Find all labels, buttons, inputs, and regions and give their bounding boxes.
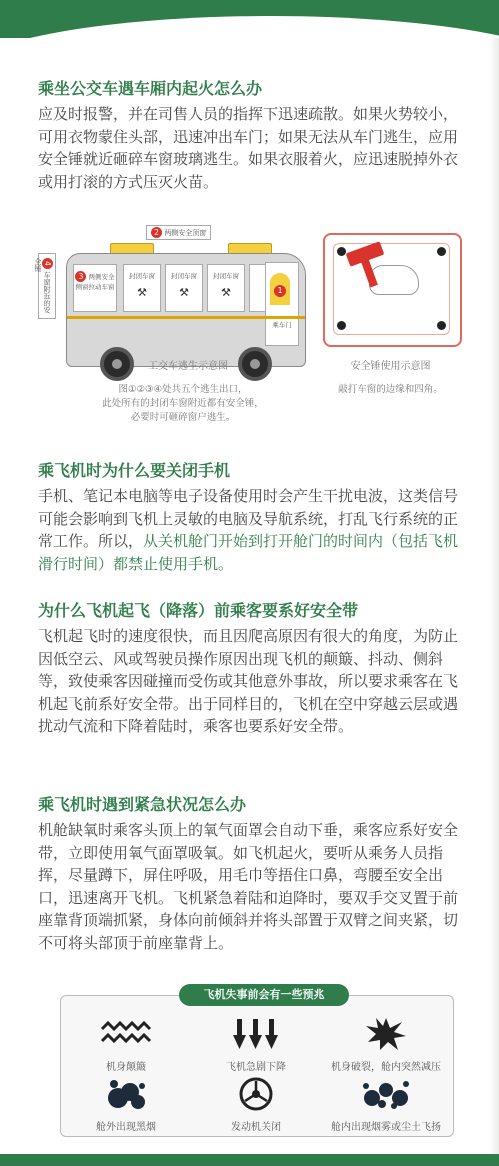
sealed-window (123, 264, 161, 312)
hammer-diagram-caption: 安全锤使用示意图 (350, 361, 431, 372)
roof-hatch-label: 两侧安全顶窗 (164, 229, 207, 237)
bus-note-line: 此处所有的封闭车窗附近都有安全锤， (102, 398, 264, 409)
warning-signs-title: 飞机失事前会有一些预兆 (179, 984, 349, 1006)
warning-item (191, 1074, 321, 1133)
hammer-icon: ⚒ (137, 286, 147, 299)
dust-icon (321, 1074, 451, 1114)
exit-number-4: 4 (42, 258, 53, 269)
window-label: 封闭车窗 (129, 272, 155, 280)
sealed-window (165, 264, 203, 312)
bus-note-line: 图①②③④处共五个逃生出口， (118, 384, 248, 395)
hammer-icon: ⚒ (221, 286, 231, 299)
warning-item (61, 1014, 191, 1073)
roof-hatch-note (146, 225, 211, 240)
warning-label: 发动机关闭 (231, 1122, 281, 1133)
section-body-text: 手机、笔记本电脑等电子设备使用时会产生干扰电波，这类信号可能会影响到飞机上灵敏的电脑及导航系统，打乱飞行系统的正常工作。所以， (38, 487, 459, 551)
section-body-highlight: 从关机舱门开始到打开舱门的时间内（包括飞机滑行时间）都禁止使用手机。 (38, 532, 459, 573)
engine-icon (191, 1074, 321, 1114)
smoke-icon (61, 1074, 191, 1114)
page-edge-shade (489, 38, 499, 1156)
window-label: 封闭车窗 (171, 272, 197, 280)
bus-note-line: 必要时可砸碎窗户逃生。 (130, 412, 236, 423)
section-body: 机舱缺氧时乘客头顶上的氧气面罩会自动下垂，乘客应系好安全带，立即使用氧气面罩吸氧。如飞机起火，要听从乘务人员指挥，尽量蹲下，屏住呼吸，用毛巾等捂住口鼻，弯腰至安全出口，迅速离开飞机。飞机紧急着陆和迫降时，要双手交叉置于前座靠背顶端抓紧，身体向前倾斜并将头部置于双臂之间夹紧，切不可将头部顶于前座靠背上。 (38, 821, 459, 952)
top-band (0, 0, 499, 38)
door-exit-marker (270, 273, 290, 305)
exit-number-3: 3 (75, 271, 86, 282)
warning-label: 飞机急剧下降 (226, 1062, 286, 1073)
side-panel-label: 两侧安全侧窗拉动车窗 (75, 273, 115, 291)
section-emergency (38, 792, 468, 955)
section-phone-off (38, 458, 468, 575)
bus-diagram-caption: 工交车逃生示意图 (148, 361, 228, 372)
section-bus-fire (38, 76, 468, 193)
bus-diagram-note (58, 383, 308, 425)
sealed-window (207, 264, 245, 312)
burst-icon (321, 1014, 451, 1054)
exit-number-1: 1 (274, 285, 286, 297)
section-body (38, 485, 468, 575)
bus-stripe (67, 316, 305, 319)
section-seatbelt (38, 598, 468, 738)
warning-label: 机身破裂，舱内突然减压 (331, 1062, 441, 1073)
warning-label: 机身颠簸 (106, 1062, 146, 1073)
zigzag-icon (61, 1014, 191, 1054)
window-label: 封闭车窗 (213, 272, 239, 280)
hammer-icon: ⚒ (179, 286, 189, 299)
side-panel-window (73, 264, 117, 312)
corner-point (437, 321, 446, 330)
section-title: 乘飞机时为什么要关闭手机 (38, 461, 231, 480)
section-title: 乘坐公交车遇车厢内起火怎么办 (38, 79, 263, 98)
warning-item (321, 1014, 451, 1073)
section-body: 飞机起飞时的速度很快，而且因爬高原因有很大的角度，为防止因低空云、风或驾驶员操作原因出现飞机的颠簸、抖动、侧斜等，致使乘客因碰撞而受伤或其他意外事故，所以要求乘客在飞机起飞前系好安全带。出于同样目的，飞机在空中穿越云层或遇扰动气流和下降着陆时，乘客也要系好安全带。 (38, 627, 459, 736)
bus-body (66, 253, 306, 367)
section-title: 为什么飞机起飞（降落）前乘客要系好安全带 (38, 601, 359, 620)
side-hammer-label: 车窗附近的安全锤 (34, 258, 51, 314)
warning-item (321, 1074, 451, 1133)
escape-illustrations (34, 215, 468, 435)
warning-label: 舱内出现烟雾或尘土飞扬 (331, 1122, 441, 1133)
bus-diagram (34, 215, 308, 365)
warning-item (191, 1014, 321, 1073)
door-label: 乘车门 (272, 321, 292, 329)
corner-point (337, 321, 346, 330)
exit-number-2: 2 (151, 227, 162, 238)
warning-item (61, 1074, 191, 1133)
warning-label: 舱外出现黑烟 (96, 1122, 156, 1133)
side-hammer-note (34, 253, 56, 319)
down-arrows-icon (191, 1014, 321, 1054)
corner-point (437, 247, 446, 256)
corner-point (337, 247, 346, 256)
warning-signs-box (60, 988, 454, 1137)
bottom-band (0, 1154, 499, 1166)
hammer-diagram (323, 233, 462, 347)
section-body: 应及时报警，并在司售人员的指挥下迅速疏散。如果火势较小，可用衣物蒙住头部，迅速冲出车门；如果无法从车门逃生，应用安全锤就近砸碎车窗玻璃逃生。如果衣服着火，应迅速脱掉外衣或用打滚的方式压灭火苗。 (38, 105, 459, 191)
section-title: 乘飞机时遇到紧急状况怎么办 (38, 795, 247, 814)
bus-door (265, 262, 299, 346)
hammer-diagram-note: 敲打车窗的边缘和四角。 (338, 384, 443, 395)
